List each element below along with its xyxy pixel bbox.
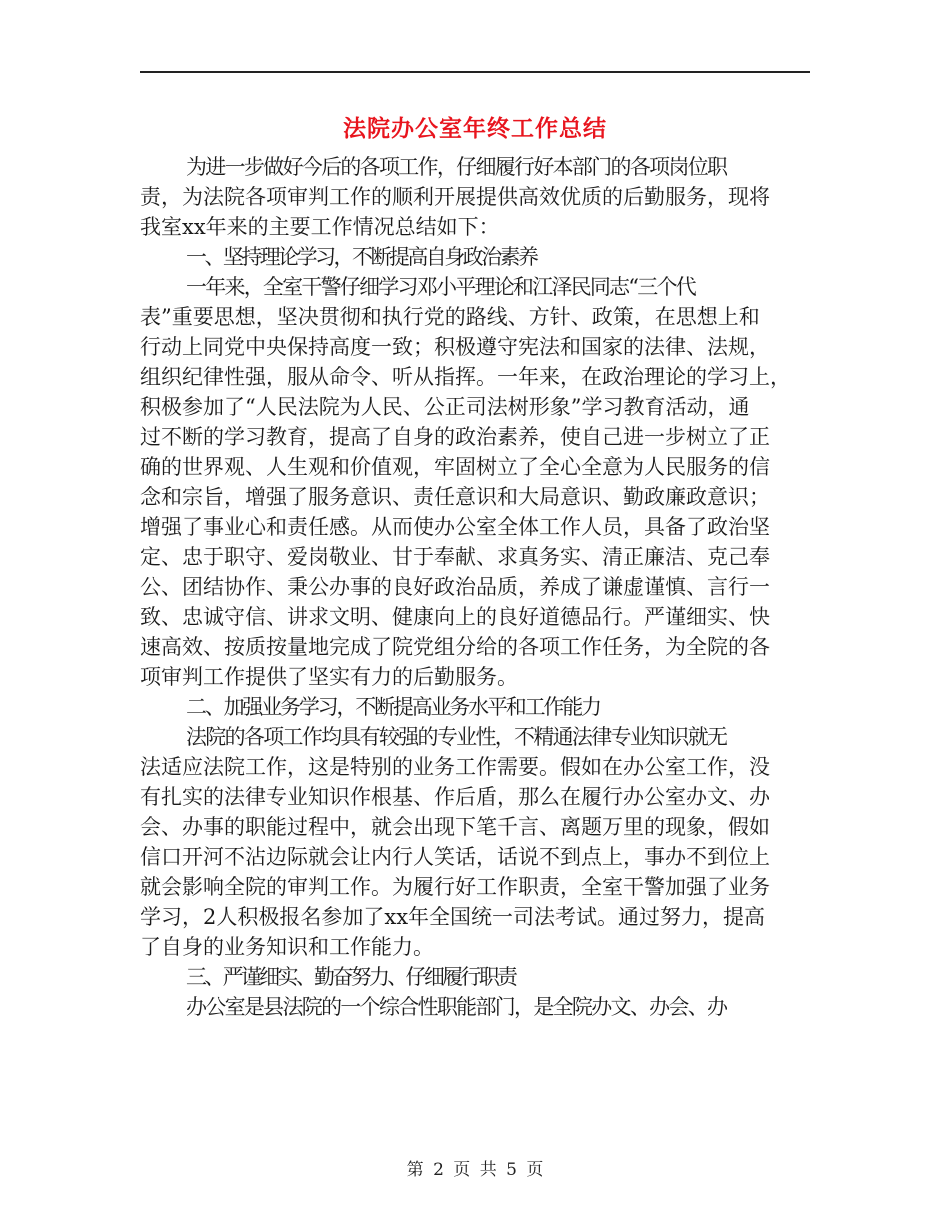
text-line: 定、忠于职守、爱岗敬业、甘于奉献、求真务实、清正廉洁、克己奉 [140,545,770,569]
text-line: 确的世界观、人生观和价值观，牢固树立了全心全意为人民服务的信 [140,455,770,479]
text-line: 行动上同党中央保持高度一致；积极遵守宪法和国家的法律、法规， [140,335,770,359]
text-line: 为进一步做好今后的各项工作，仔细履行好本部门的各项岗位职 [186,155,727,179]
text-line: 二、加强业务学习，不断提高业务水平和工作能力 [186,695,600,719]
document-title: 法院办公室年终工作总结 [343,115,607,142]
text-line: 组织纪律性强，服从命令、听从指挥。一年来，在政治理论的学习上， [140,365,791,389]
text-line: 念和宗旨，增强了服务意识、责任意识和大局意识、勤政廉政意识； [140,485,770,509]
text-line: 三、严谨细实、勤奋努力、仔细履行职责 [186,965,516,989]
text-line: 有扎实的法律专业知识作根基、作后盾，那么在履行办公室办文、办 [140,785,770,809]
text-line: 致、忠诚守信、讲求文明、健康向上的良好道德品行。严谨细实、快 [140,605,770,629]
text-line: 积极参加了“人民法院为人民、公正司法树形象”学习教育活动，通 [140,395,750,419]
text-line: 项审判工作提供了坚实有力的后勤服务。 [140,665,518,689]
text-line: 表”重要思想，坚决贯彻和执行党的路线、方针、政策，在思想上和 [140,305,760,329]
text-line: 责，为法院各项审判工作的顺利开展提供高效优质的后勤服务，现将 [140,185,770,209]
text-line: 增强了事业心和责任感。从而使办公室全体工作人员，具备了政治坚 [140,515,770,539]
text-line: 就会影响全院的审判工作。为履行好工作职责，全室干警加强了业务 [140,875,770,899]
text-line: 信口开河不沾边际就会让内行人笑话，话说不到点上，事办不到位上 [140,845,770,869]
page-footer: 第 2 页 共 5 页 [406,1160,544,1180]
text-line: 法适应法院工作，这是特别的业务工作需要。假如在办公室工作，没 [140,755,770,779]
text-line: 速高效、按质按量地完成了院党组分给的各项工作任务，为全院的各 [140,635,770,659]
text-line: 一、坚持理论学习，不断提高自身政治素养 [186,245,537,269]
text-line: 法院的各项工作均具有较强的专业性，不精通法律专业知识就无 [186,725,727,749]
text-line: 会、办事的职能过程中，就会出现下笔千言、离题万里的现象，假如 [140,815,770,839]
text-line: 了自身的业务知识和工作能力。 [140,935,434,959]
text-line: 学习，2人积极报名参加了xx年全国统一司法考试。通过努力，提高 [140,905,766,929]
header-rule [140,71,810,73]
text-line: 办公室是县法院的一个综合性职能部门，是全院办文、办会、办 [186,995,727,1019]
text-line: 我室xx年来的主要工作情况总结如下： [140,215,500,239]
text-line: 公、团结协作、秉公办事的良好政治品质，养成了谦虚谨慎、言行一 [140,575,770,599]
text-line: 一年来，全室干警仔细学习邓小平理论和江泽民同志“三个代 [186,275,695,299]
document-body [140,152,810,1022]
text-line: 过不断的学习教育，提高了自身的政治素养，使自己进一步树立了正 [140,425,770,449]
